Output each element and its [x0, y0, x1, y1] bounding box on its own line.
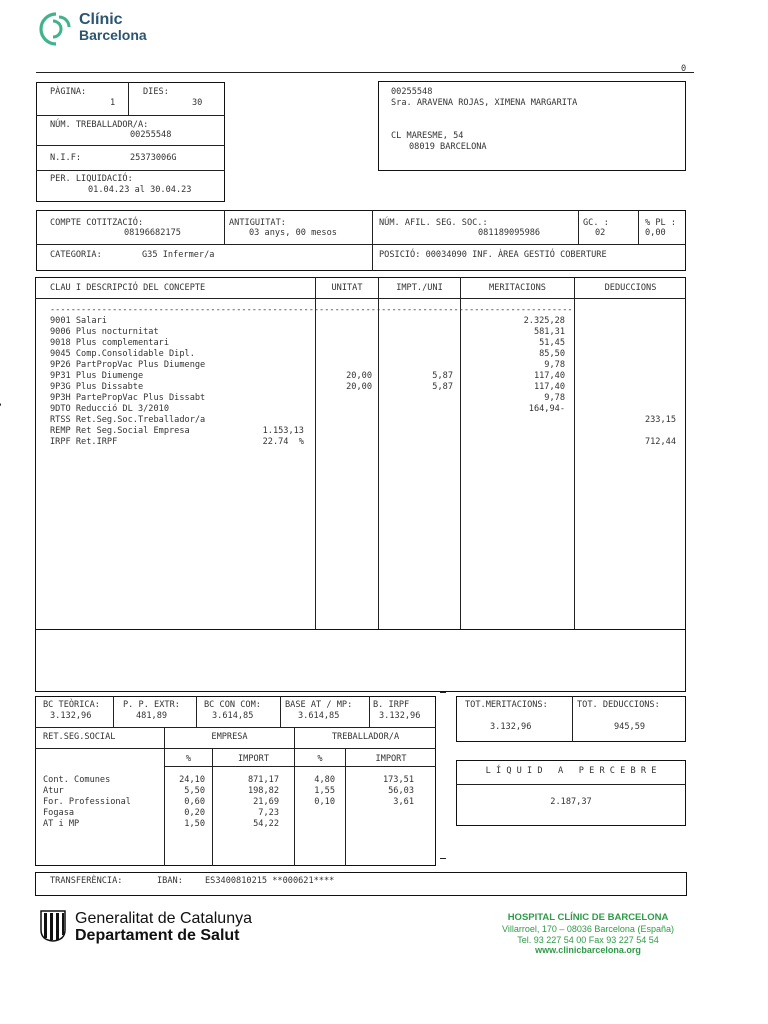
- afiliacio-value: 081189095986: [478, 228, 541, 238]
- periode-value: 01.04.23 al 30.04.23: [88, 185, 192, 195]
- address-street: CL MARESME, 54: [391, 131, 464, 141]
- treballador-value: 00255548: [130, 130, 172, 140]
- ss-empresa-pct-header: %: [185, 754, 192, 764]
- concept-meritacio: 164,94-: [528, 404, 565, 414]
- liquid-label: L Í Q U I D A P E R C E B R E: [485, 766, 657, 776]
- concept-meritacio: 9,78: [544, 393, 565, 403]
- ss-empresa-import: 21,69: [253, 797, 279, 807]
- ss-empresa-header: EMPRESA: [211, 732, 248, 742]
- ss-row-label: Fogasa: [43, 808, 75, 818]
- ss-treb-import: 3,61: [393, 797, 414, 807]
- ss-treb-pct: 1,55: [314, 786, 335, 796]
- side-cif-text: [0, 360, 2, 425]
- concept-meritacio: 2.325,28: [523, 316, 565, 326]
- col-header-impt: IMPT./UNI: [396, 283, 443, 293]
- generalitat-line1: Generalitat de Catalunya: [75, 910, 252, 927]
- concept-description: 9045 Comp.Consolidable Dipl.: [50, 349, 195, 359]
- concept-impt-uni: 5,87: [432, 382, 453, 392]
- bc-teorica-label: BC TEÒRICA:: [43, 700, 100, 710]
- periode-label: PER. LIQUIDACIÓ:: [50, 174, 133, 184]
- hospital-phone: Tel. 93 227 54 00 Fax 93 227 54 54: [517, 935, 659, 945]
- ss-row-label: For. Professional: [43, 797, 131, 807]
- ss-treb-import-header: IMPORT: [375, 754, 407, 764]
- concept-description: 9P3G Plus Dissabte: [50, 382, 144, 392]
- concept-description: 9P31 Plus Diumenge: [50, 371, 144, 381]
- compte-value: 08196682175: [124, 228, 181, 238]
- antiguitat-value: 03 anys, 00 mesos: [249, 228, 337, 238]
- concept-description: 9P26 PartPropVac Plus Diumenge: [50, 360, 206, 370]
- nif-label: N.I.F:: [50, 153, 82, 163]
- tot-deduccions-value: 945,59: [614, 722, 646, 732]
- corner-mark: 0: [681, 64, 687, 74]
- concept-deduccio: 712,44: [644, 437, 676, 447]
- concept-description: 9001 Salari: [50, 316, 107, 326]
- pl-label: % PL :: [645, 218, 677, 228]
- dashes-separator: -----------------------------------------------------------------------------------------------------: [50, 305, 573, 315]
- generalitat-shield-icon: [40, 910, 66, 942]
- ss-treb-pct-header: %: [317, 754, 323, 764]
- col-header-unitat: UNITAT: [331, 283, 363, 293]
- concept-meritacio: 85,50: [539, 349, 565, 359]
- concept-description: RTSS Ret.Seg.Soc.Treballador/a: [50, 415, 206, 425]
- posicio-text: POSICIÓ: 00034090 INF. ÀREA GESTIÓ COBERTURE: [379, 250, 607, 260]
- concept-description: 9006 Plus nocturnitat: [50, 327, 159, 337]
- concept-description: 9P3H PartePropVac Plus Dissabt: [50, 393, 206, 403]
- ss-empresa-import-header: IMPORT: [237, 754, 270, 764]
- gc-value: 02: [595, 228, 606, 238]
- pp-extr-value: 481,89: [136, 711, 168, 721]
- ss-empresa-import: 7,23: [258, 808, 279, 818]
- iban-value: ES3400810215 **000621****: [205, 876, 335, 886]
- col-header-deduccions: DEDUCCIONS: [604, 283, 657, 293]
- generalitat-line2: Departament de Salut: [75, 927, 240, 944]
- address-name: Sra. ARAVENA ROJAS, XIMENA MARGARITA: [391, 98, 578, 108]
- tot-meritacions-value: 3.132,96: [490, 722, 532, 732]
- ss-empresa-import: 871,17: [247, 775, 279, 785]
- antiguitat-label: ANTIGUITAT:: [229, 218, 286, 228]
- col-header-clau: CLAU I DESCRIPCIÓ DEL CONCEPTE: [50, 283, 206, 293]
- concept-extra-value: 1.153,13: [262, 426, 304, 436]
- ss-treb-pct: 4,80: [314, 775, 335, 785]
- concept-description: REMP Ret Seg.Social Empresa: [50, 426, 190, 436]
- dies-value: 30: [192, 98, 203, 108]
- concept-deduccio: 233,15: [644, 415, 676, 425]
- bc-com-label: BC CON COM:: [204, 700, 261, 710]
- concept-unitat: 20,00: [346, 382, 372, 392]
- ss-row-label: AT i MP: [43, 819, 80, 829]
- ss-treb-import: 56,03: [388, 786, 414, 796]
- concept-meritacio: 117,40: [533, 371, 565, 381]
- hospital-name: HOSPITAL CLÍNIC DE BARCELONA: [507, 912, 669, 923]
- treballador-label: NÚM. TREBALLADOR/A:: [50, 120, 149, 130]
- col-header-meritacions: MERITACIONS: [489, 283, 546, 293]
- bc-teorica-value: 3.132,96: [50, 711, 92, 721]
- categoria-value: G35 Infermer/a: [142, 250, 215, 260]
- address-city: 08019 BARCELONA: [409, 142, 487, 152]
- ss-empresa-import: 198,82: [247, 786, 279, 796]
- gc-label: GC. :: [583, 218, 609, 228]
- categoria-label: CATEGORIA:: [50, 250, 102, 260]
- concept-impt-uni: 5,87: [432, 371, 453, 381]
- ss-empresa-import: 54,22: [253, 819, 279, 829]
- concept-description: 9DTO Reducció DL 3/2010: [50, 404, 169, 414]
- base-at-label: BASE AT / MP:: [285, 700, 353, 710]
- ss-empresa-pct: 0,20: [184, 808, 205, 818]
- ss-treb-pct: 0,10: [314, 797, 335, 807]
- ss-empresa-pct: 24,10: [179, 775, 205, 785]
- address-code: 00255548: [391, 87, 433, 97]
- hospital-address: Villarroel, 170 – 08036 Barcelona (España): [502, 924, 674, 934]
- ss-treballador-header: TREBALLADOR/A: [331, 732, 400, 742]
- logo-line1: Clínic: [79, 11, 123, 28]
- pp-extr-label: P. P. EXTR:: [123, 700, 180, 710]
- concept-description: IRPF Ret.IRPF: [50, 437, 118, 447]
- concept-meritacio: 581,31: [533, 327, 565, 337]
- concept-unitat: 20,00: [346, 371, 372, 381]
- logo-line2: Barcelona: [79, 27, 147, 43]
- tot-deduccions-label: TOT. DEDUCCIONS:: [577, 700, 660, 710]
- top-rule: [36, 72, 694, 73]
- birpf-label: B. IRPF: [373, 700, 410, 710]
- hospital-website: www.clinicbarcelona.org: [535, 945, 641, 955]
- ss-row-label: Cont. Comunes: [43, 775, 111, 785]
- iban-label: IBAN:: [157, 876, 183, 886]
- pagina-value: 1: [110, 98, 116, 108]
- compte-label: COMPTE COTITZACIÓ:: [50, 218, 144, 228]
- afiliacio-label: NÚM. AFIL. SEG. SOC.:: [379, 218, 488, 228]
- transfer-box: [35, 872, 687, 896]
- ss-row-label: Atur: [43, 786, 64, 796]
- ss-empresa-pct: 0,60: [184, 797, 205, 807]
- nif-value: 25373006G: [130, 153, 177, 163]
- bc-com-value: 3.614,85: [212, 711, 254, 721]
- dies-label: DIES:: [143, 87, 169, 97]
- ss-empresa-pct: 1,50: [184, 819, 205, 829]
- base-at-value: 3.614,85: [298, 711, 340, 721]
- ss-empresa-pct: 5,50: [184, 786, 205, 796]
- concept-meritacio: 51,45: [539, 338, 565, 348]
- concept-description: 9018 Plus complementari: [50, 338, 169, 348]
- concept-meritacio: 117,40: [533, 382, 565, 392]
- pl-value: 0,00: [645, 228, 666, 238]
- concept-meritacio: 9,78: [544, 360, 565, 370]
- transfer-label: TRANSFERÈNCIA:: [50, 876, 123, 886]
- concept-extra-value: 22.74 %: [262, 437, 304, 447]
- ss-treb-import: 173,51: [382, 775, 414, 785]
- tot-meritacions-label: TOT.MERITACIONS:: [465, 700, 548, 710]
- pagina-label: PÀGINA:: [50, 87, 87, 97]
- ss-title: RET.SEG.SOCIAL: [43, 732, 116, 742]
- birpf-value: 3.132,96: [379, 711, 421, 721]
- liquid-value: 2.187,37: [550, 797, 592, 807]
- clinic-logo-icon: [38, 10, 74, 48]
